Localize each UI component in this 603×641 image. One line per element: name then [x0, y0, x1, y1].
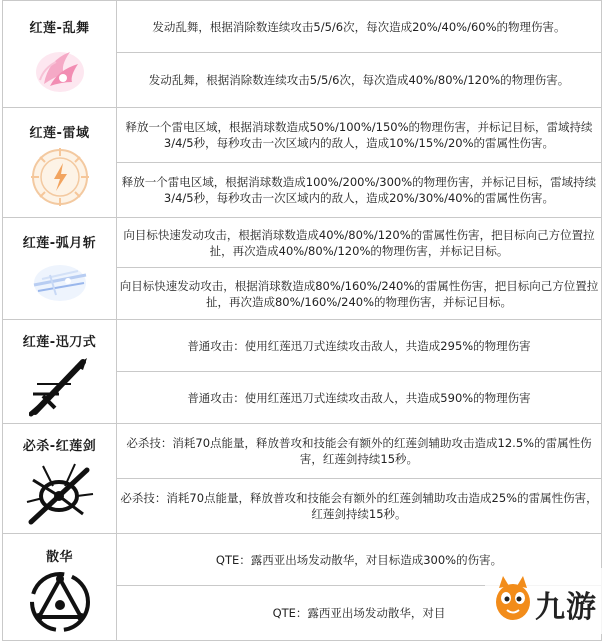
watermark-text: 九游 [535, 590, 597, 625]
skill-name: 红莲-乱舞 [29, 20, 90, 36]
mascot-icon [493, 574, 533, 624]
skill-cell [3, 218, 117, 320]
skill-cell [3, 424, 117, 534]
table-row [3, 218, 602, 268]
skill-desc: 普通攻击：使用红莲迅刀式连续攻击敌人，共造成590%的物理伤害 [117, 372, 602, 424]
skill-desc: 发动乱舞，根据消除数连续攻击5/5/6次，每次造成40%/80%/120%的物理伤害。 [117, 53, 602, 108]
table-row [3, 108, 602, 163]
sword-burst-icon [23, 458, 97, 528]
skill-name: 红莲-迅刀式 [22, 335, 97, 350]
skill-desc: 向目标快速发动攻击，根据消球数造成40%/80%/120%的雷属性伤害，把目标向己方位置拉扯，再次造成40%/80%/120%的物理伤害，并标记目标。 [117, 218, 602, 268]
crossed-blade-icon [29, 354, 91, 418]
table-row [3, 424, 602, 479]
triangle-seal-icon [27, 569, 93, 635]
skill-name: 必杀-红莲剑 [22, 439, 97, 454]
skill-desc: 释放一个雷电区域，根据消球数造成50%/100%/150%的物理伤害，并标记目标，雷域持续3/4/5秒，每秒攻击一次区域内的敌人，造成10%/15%/20%的雷属性伤害。 [117, 108, 602, 163]
skill-name: 红莲-雷域 [29, 126, 90, 141]
skill-cell [3, 534, 117, 641]
skill-desc: 向目标快速发动攻击，根据消球数造成80%/160%/240%的雷属性伤害，把目标向己方位置拉扯，再次造成80%/160%/240%的物理伤害，并标记目标。 [117, 268, 602, 320]
skill-table [2, 0, 602, 641]
crescent-slash-icon [28, 255, 92, 311]
skill-desc: 必杀技：消耗70点能量，释放普攻和技能会有额外的红莲剑辅助攻击造成12.5%的雷属性伤害，红莲剑持续15秒。 [117, 424, 602, 479]
skill-desc: 普通攻击：使用红莲迅刀式连续攻击敌人，共造成295%的物理伤害 [117, 320, 602, 372]
skill-desc: QTE：露西亚出场发动散华，对目标造成300%的伤害。 [117, 534, 602, 586]
skill-cell [3, 1, 117, 108]
skill-cell [3, 108, 117, 218]
skill-name: 红莲-弧月斩 [22, 236, 97, 251]
skill-desc: 发动乱舞，根据消除数连续攻击5/5/6次，每次造成20%/40%/60%的物理伤害。 [117, 1, 602, 53]
skill-desc: 必杀技：消耗70点能量，释放普攻和技能会有额外的红莲剑辅助攻击造成25%的雷属性伤害，红莲剑持续15秒。 [117, 479, 602, 534]
table-row [3, 1, 602, 53]
watermark [485, 568, 603, 634]
skill-desc: 释放一个雷电区域，根据消球数造成100%/200%/300%的物理伤害，并标记目标，雷域持续3/4/5秒，每秒攻击一次区域内的敌人，造成20%/30%/40%的雷属性伤害。 [117, 163, 602, 218]
skill-desc: QTE：露西亚出场发动散华，对目 [117, 586, 602, 641]
skill-name: 散华 [45, 549, 73, 565]
lightning-seal-icon [28, 145, 92, 209]
skill-cell [3, 320, 117, 424]
pink-wing-icon [30, 40, 90, 98]
table-row [3, 320, 602, 372]
